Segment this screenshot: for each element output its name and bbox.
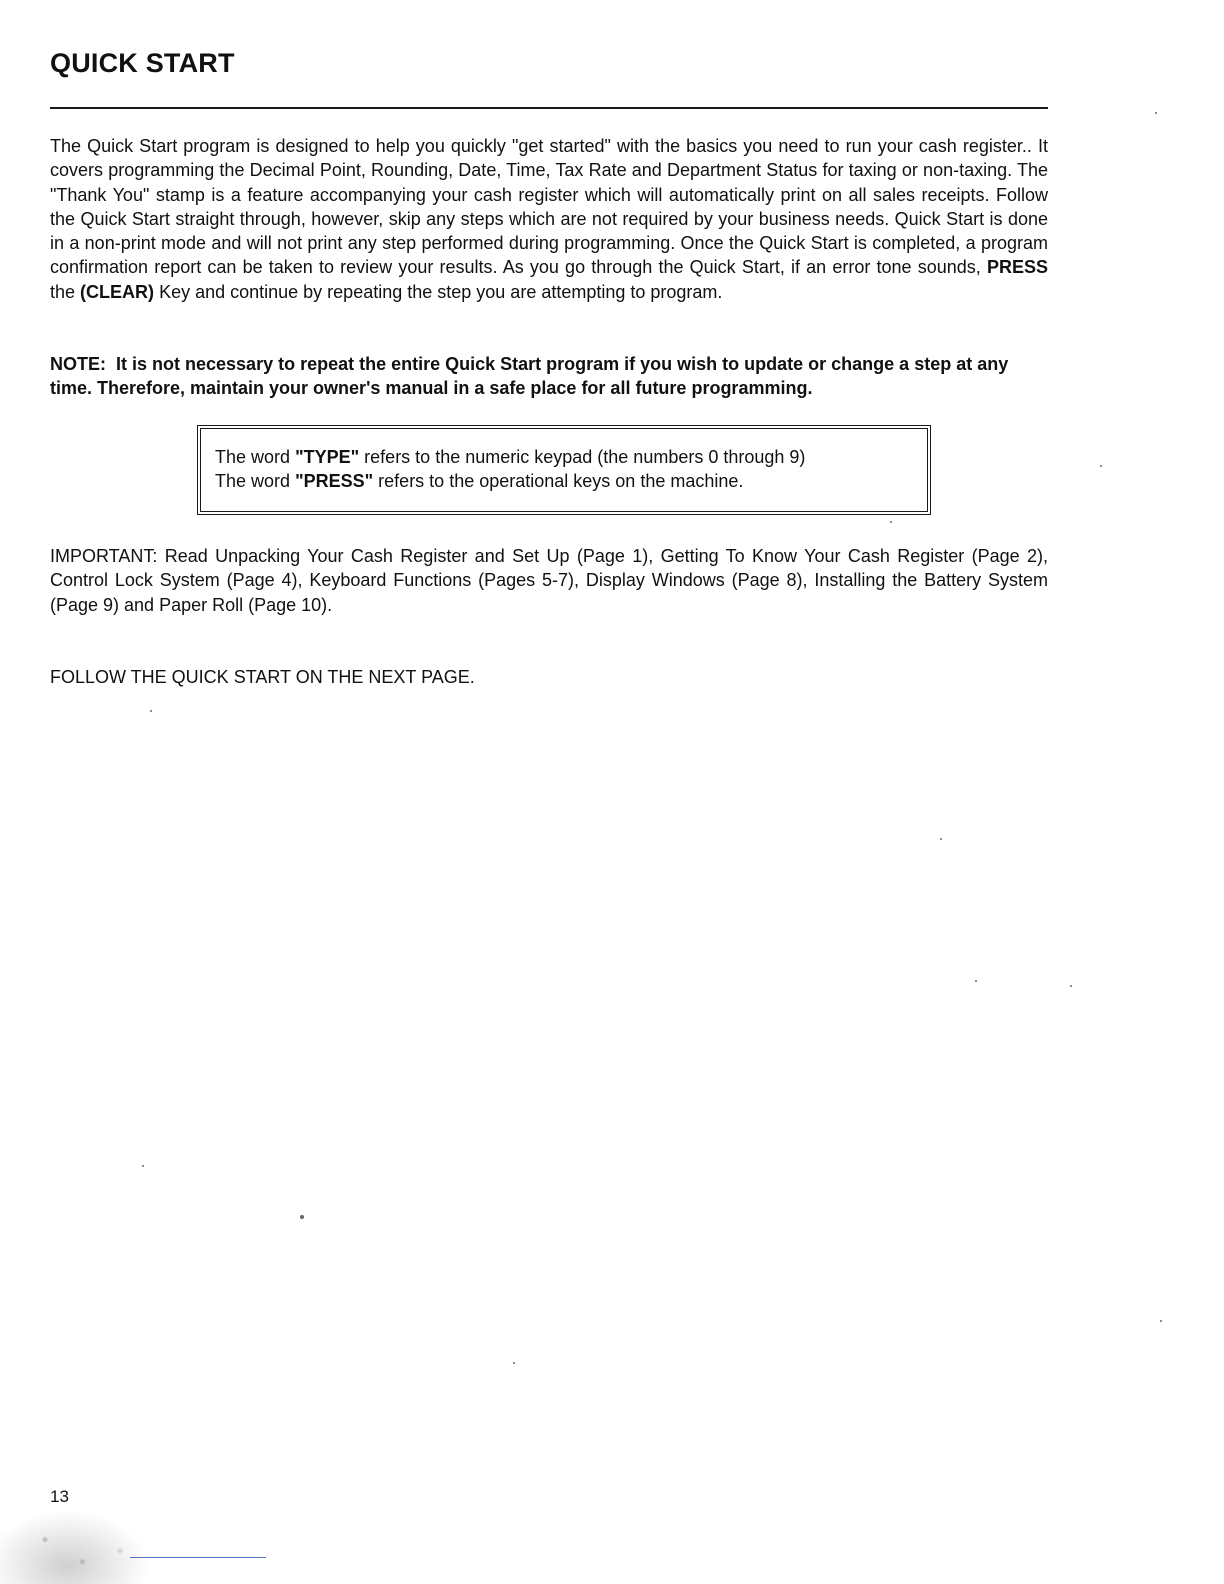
type-definition-prefix: The word [215,447,291,467]
scan-speck [1100,465,1102,467]
important-paragraph: IMPORTANT: Read Unpacking Your Cash Register and Set Up (Page 1), Getting To Know Your Cash Register (Page 2), Control Lock System (Page 4), Keyboard Functions (Pages 5-7), Display Windows (Page 8), Installing the Battery System (Page 9) and Paper Roll (Page 10). [50,546,1048,615]
scan-speck [1070,985,1072,987]
clear-key-label: (CLEAR) [80,281,155,302]
intro-paragraph [50,134,1048,304]
type-definition-text: refers to the numeric keypad (the numbers 0 through 9) [364,447,806,467]
scan-speck [1160,1320,1162,1322]
scan-speck [975,980,977,982]
scan-speck [513,1362,515,1364]
scan-artifact-line [130,1557,266,1558]
scan-speck [940,838,942,840]
press-keyword: PRESS [986,257,1048,278]
press-definition-prefix: The word [215,471,291,491]
type-keyword: "TYPE" [295,447,360,467]
intro-continue-text: Key and continue by repeating the step you are attempting to program. [159,281,723,302]
note-text: It is not necessary to repeat the entire Quick Start program if you wish to update or change a step at any time. Therefore, maintain your owner's manual in a safe place for all future programming. [50,354,1009,399]
scan-smudge [0,1510,150,1584]
scan-speck [890,521,892,523]
press-definition [215,469,927,493]
page-title: QUICK START [50,48,235,78]
press-definition-text: refers to the operational keys on the machine. [378,471,744,491]
page-number: 13 [50,1487,69,1506]
intro-the: the [50,281,76,302]
type-definition [215,445,927,469]
scan-speck [300,1215,304,1219]
press-keyword-callout: "PRESS" [295,471,374,491]
note-paragraph [50,352,1048,401]
scan-speck [142,1165,144,1167]
definitions-callout-box [197,425,931,515]
scan-speck [150,710,152,712]
follow-instruction: FOLLOW THE QUICK START ON THE NEXT PAGE. [50,667,475,687]
intro-text: The Quick Start program is designed to help you quickly "get started" with the basics you need to run your cash register.. It covers programming the Decimal Point, Rounding, Date, Time, Tax Rate and Department Status for taxing or non-taxing. The "Thank You" stamp is a feature accompanying your cash register which will automatically print on all sales receipts. Follow the Quick Start straight through, however, skip any steps which are not required by your business needs. Quick Start is done in a non-print mode and will not print any step performed during programming. Once the Quick Start is completed, a program confirmation report can be taken to review your results. As you go through the Quick Start, if an error tone sounds, [50,136,1048,278]
note-label: NOTE: [50,354,106,374]
title-divider [50,107,1048,109]
scan-speck [1155,112,1157,114]
